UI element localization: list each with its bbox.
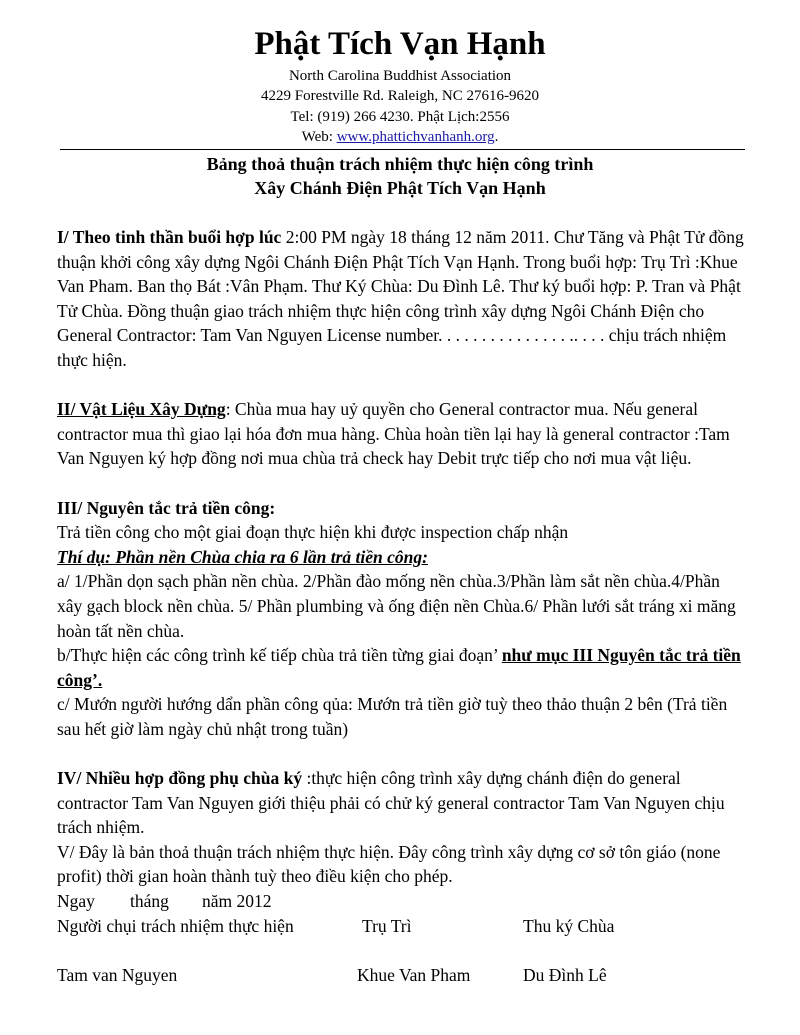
section-3-item-a: a/ 1/Phần dọn sạch phần nền chùa. 2/Phần đào mống nền chùa.3/Phần làm sắt nền chùa.4/Phần xây gạch block nền chùa. 5/ Phần plumbing và ống điện nền Chùa.6/ Phần lưới sắt tráng xi măng hoàn tất nền chùa. <box>57 571 736 641</box>
page-title: Phật Tích Vạn Hạnh <box>254 26 546 62</box>
section-3-example: Thí dụ: Phần nền Chùa chia ra 6 lần trả tiền công: <box>57 546 428 567</box>
section-3-heading: III/ Nguyên tắc trả tiền công: <box>57 497 276 518</box>
section-4 <box>57 766 747 840</box>
role-secretary: Thu ký Chùa <box>523 915 615 936</box>
website-link[interactable]: www.phattichvanhanh.org <box>336 129 495 145</box>
name-contractor: Tam van Nguyen <box>57 964 178 985</box>
section-4-heading: IV/ Nhiều hợp đồng phụ chùa ký <box>57 768 303 789</box>
org-phone: Tel: (919) 266 4230. Phật Lịch:2556 <box>290 109 510 125</box>
role-abbot: Trụ Trì <box>362 915 412 936</box>
section-5: V/ Đây là bản thoả thuận trách nhiệm thực hiện. Đây công trình xây dựng cơ sở tôn giáo (none profit) thời gian hoàn thành tuỳ theo điều kiện cho phép. <box>57 841 721 887</box>
name-secretary: Du Đình Lê <box>523 964 607 985</box>
item-b-text: b/Thực hiện các công trình kế tiếp chùa trả tiền từng giai đoạn’ <box>57 645 502 666</box>
section-2-text: : Chùa mua hay uỷ quyền cho General contractor mua. Nếu general contractor mua thì giao lại hóa đơn mua hàng. Chùa hoàn tiền lại hay là general contractor :Tam Van Nguyen ký hợp đồng nơi mua chùa trả check hay Debit trực tiếp cho nơi mua vật liệu. <box>57 399 730 469</box>
section-1 <box>57 225 747 373</box>
date-month: tháng <box>130 891 169 912</box>
org-web <box>0 127 800 147</box>
section-1-heading: I/ Theo tinh thần buổi hợp lúc <box>57 227 282 247</box>
document-title-line1: Bảng thoả thuận trách nhiệm thực hiện công trình <box>206 154 594 174</box>
section-3-line1: Trả tiền công cho một giai đoạn thực hiện khi được inspection chấp nhận <box>57 522 569 543</box>
role-contractor: Người chụi trách nhiệm thực hiện <box>57 915 294 936</box>
header-divider <box>60 149 745 150</box>
signature-roles <box>57 914 747 939</box>
date-year: năm 2012 <box>202 891 272 912</box>
section-1-text: 2:00 PM ngày 18 tháng 12 năm 2011. Chư Tăng và Phật Tử đồng thuận khởi công xây dựng Ngôi Chánh Điện Phật Tích Vạn Hạnh. Trong buổi hợp: Trụ Trì :Khue Van Pham. Ban thọ Bát :Vân Phạm. Thư Ký Chùa: Du Đình Lê. Thư ký buổi hợp: P. Tran và Phật Tử Chùa. Đồng thuận giao trách nhiệm thực hiện công trình xây dựng Ngôi Chánh Điện cho General Contractor: Tam Van Nguyen License number. . . . . . . . . . . . . . . .. . . . chịu trách nhiệm thực hiện. <box>57 227 744 370</box>
section-2-heading: II/ Vật Liệu Xây Dựng <box>57 399 226 420</box>
name-abbot: Khue Van Pham <box>357 964 471 985</box>
date-line <box>57 889 747 914</box>
item-b-reference: như mục III Nguyên tắc trả tiền công’. <box>57 645 741 690</box>
section-2 <box>57 397 747 471</box>
section-3-item-b <box>57 643 747 692</box>
web-suffix: . <box>494 129 499 145</box>
date-day: Ngay <box>57 891 95 912</box>
org-address: 4229 Forestville Rd. Raleigh, NC 27616-9620 <box>261 88 539 104</box>
section-4-text: :thực hiện công trình xây dựng chánh điện do general contractor Tam Van Nguyen giới thiệu phải có chử ký general contractor Tam Van Nguyen chịu trách nhiệm. <box>57 768 725 838</box>
section-3-item-c: c/ Mướn người hướng dẩn phần công qủa: Mướn trả tiền giờ tuỳ theo thảo thuận 2 bên (Trả tiền sau hết giờ làm ngày chủ nhật trong tuần) <box>57 694 728 739</box>
document-title-line2: Xây Chánh Điện Phật Tích Vạn Hạnh <box>254 178 546 198</box>
org-name: North Carolina Buddhist Association <box>288 68 512 84</box>
web-label: Web: <box>301 129 337 145</box>
signature-names <box>57 963 747 988</box>
document-body <box>57 225 747 987</box>
